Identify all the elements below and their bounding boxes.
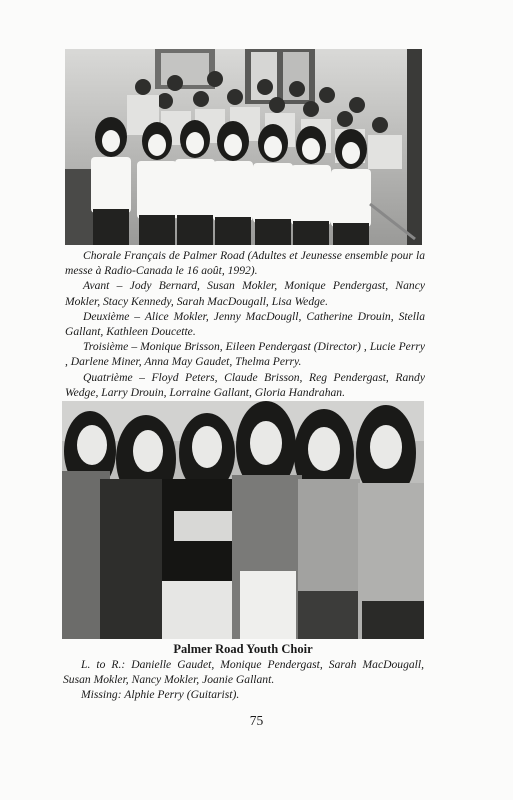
youth-choir-photo (62, 401, 424, 639)
caption-heading: Chorale Français de Palmer Road (Adultes et Jeunesse ensemble pour la messe à Radio-Canada le 16 août, 1992). (65, 249, 425, 278)
page-number: 75 (249, 713, 264, 728)
choir-group-photo-image (65, 49, 422, 245)
youth-choir-photo-image (62, 401, 424, 639)
youth-choir-title: Palmer Road Youth Choir (173, 642, 313, 656)
caption-row-second: Deuxième – Alice Mokler, Jenny MacDougll, Catherine Drouin, Stella Gallant, Kathleen Doucette. (65, 309, 425, 339)
caption-row-front: Avant – Jody Bernard, Susan Mokler, Monique Pendergast, Nancy Mokler, Stacy Kennedy, Sarah MacDougall, Lisa Wedge. (65, 279, 425, 308)
caption-row-fourth: Quatrième – Floyd Peters, Claude Brisson, Reg Pendergast, Randy Wedge, Larry Drouin, Lorraine Gallant, Gloria Handrahan. (65, 370, 425, 399)
choir-group-photo (65, 49, 422, 245)
youth-choir-names: L. to R.: Danielle Gaudet, Monique Pendergast, Sarah MacDougall, Susan Mokler, Nancy Mokler, Joanie Gallant. (63, 658, 424, 687)
caption-row-third: Troisième – Monique Brisson, Eileen Pendergast (Director) , Lucie Perry , Darlene Miner, Anna May Gaudet, Thelma Perry. (65, 340, 425, 369)
choir-photo-caption (65, 248, 425, 400)
youth-choir-caption (63, 657, 424, 703)
youth-choir-missing: Missing: Alphie Perry (Guitarist). (81, 688, 240, 702)
